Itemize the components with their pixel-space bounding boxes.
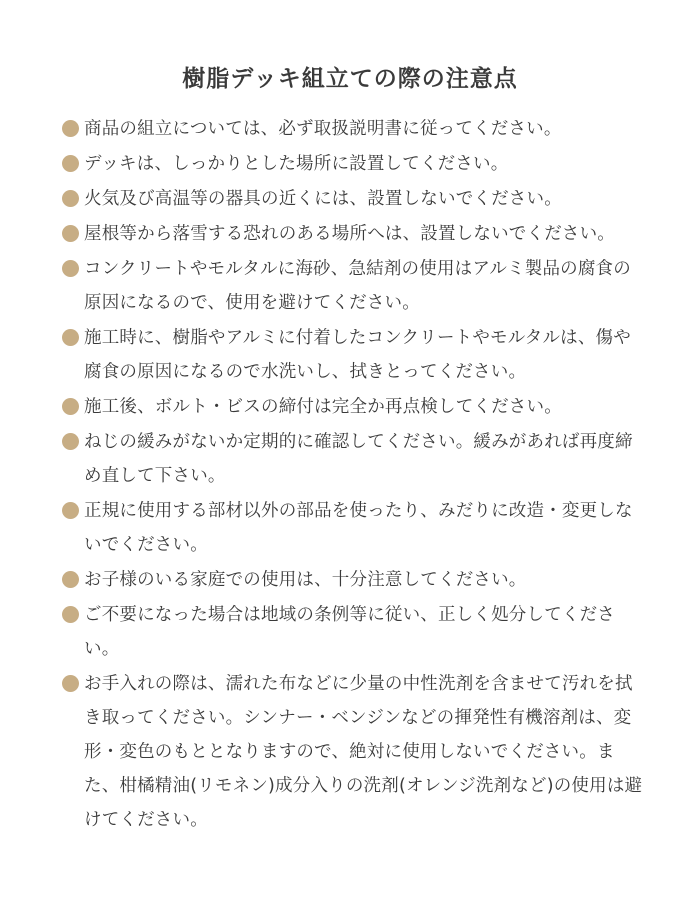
bullet-dot-icon (62, 260, 79, 277)
list-item-text: お子様のいる家庭での使用は、十分注意してください。 (84, 570, 527, 590)
list-item-text: 商品の組立については、必ず取扱説明書に従ってください。 (84, 119, 562, 139)
page-title: 樹脂デッキ組立ての際の注意点 (182, 66, 518, 92)
list-item-text: デッキは、しっかりとした場所に設置してください。 (84, 154, 509, 174)
list-item (62, 217, 648, 251)
bullet-dot-icon (62, 190, 79, 207)
list-item (62, 182, 648, 216)
bullet-dot-icon (62, 675, 79, 692)
list-item-text: 施工時に、樹脂やアルミに付着したコンクリートやモルタルは、傷や腐食の原因になるので水洗いし、拭きとってください。 (84, 328, 631, 382)
list-item-text: 施工後、ボルト・ビスの締付は完全か再点検してください。 (84, 397, 562, 417)
list-item-text: 火気及び高温等の器具の近くには、設置しないでください。 (84, 189, 562, 209)
bullet-dot-icon (62, 571, 79, 588)
bullet-dot-icon (62, 398, 79, 415)
list-item-text: ねじの緩みがないか定期的に確認してください。緩みがあれば再度締め直して下さい。 (84, 432, 633, 486)
bullet-dot-icon (62, 433, 79, 450)
bullet-dot-icon (62, 329, 79, 346)
list-item (62, 425, 648, 493)
list-item (62, 390, 648, 424)
list-item (62, 252, 648, 320)
caution-list (0, 112, 700, 837)
list-item-text: 正規に使用する部材以外の部品を使ったり、みだりに改造・変更しないでください。 (84, 501, 633, 555)
list-item (62, 667, 648, 837)
list-item (62, 147, 648, 181)
list-item-text: コンクリートやモルタルに海砂、急結剤の使用はアルミ製品の腐食の原因になるので、使用を避けてください。 (84, 259, 631, 313)
bullet-dot-icon (62, 606, 79, 623)
bullet-dot-icon (62, 225, 79, 242)
list-item (62, 494, 648, 562)
bullet-dot-icon (62, 120, 79, 137)
list-item-text: お手入れの際は、濡れた布などに少量の中性洗剤を含ませて汚れを拭き取ってください。シンナー・ベンジンなどの揮発性有機溶剤は、変形・変色のもととなりますので、絶対に使用しないでください。また、柑橘精油(リモネン)成分入りの洗剤(オレンジ洗剤など)の使用は避けてください。 (84, 674, 643, 830)
bullet-dot-icon (62, 502, 79, 519)
bullet-dot-icon (62, 155, 79, 172)
list-item (62, 112, 648, 146)
list-item (62, 563, 648, 597)
list-item (62, 321, 648, 389)
list-item-text: 屋根等から落雪する恐れのある場所へは、設置しないでください。 (84, 224, 615, 244)
list-item-text: ご不要になった場合は地域の条例等に従い、正しく処分してください。 (84, 605, 615, 659)
list-item (62, 598, 648, 666)
